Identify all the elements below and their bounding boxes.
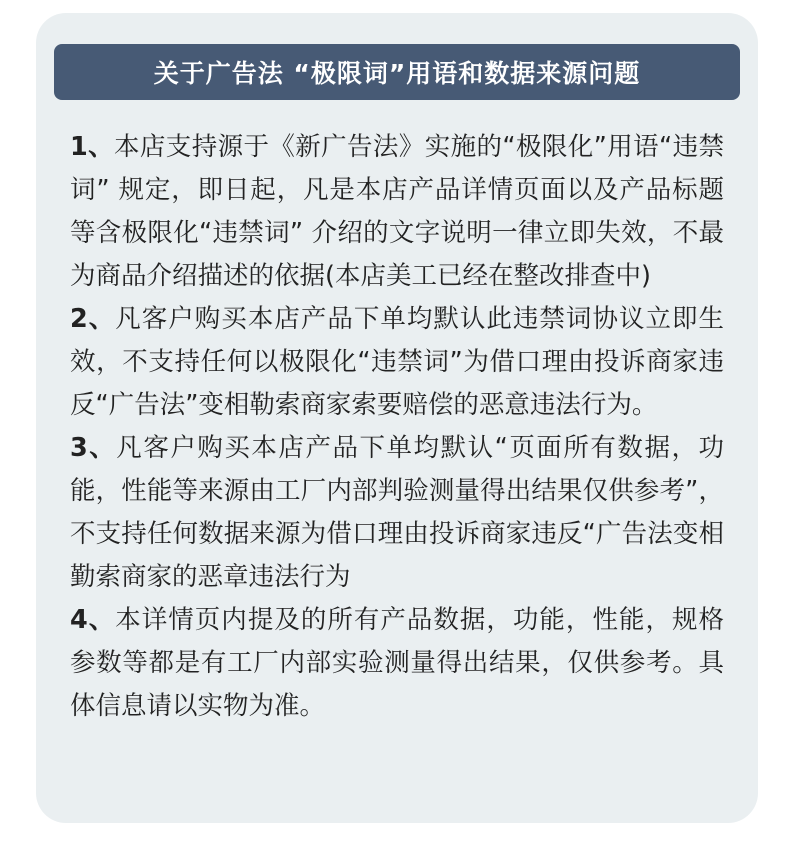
notice-title: 关于广告法 “极限词”用语和数据来源问题 — [153, 59, 641, 88]
notice-card — [36, 13, 758, 823]
paragraph-number: 4、 — [70, 605, 116, 635]
paragraph-text: 凡客户购买本店产品下单均默认此违禁词协议立即生效，不支持任何以极限化“违禁词”为借口理由投诉商家违反“广告法”变相勒索商家索要赔偿的恶意违法行为。 — [70, 304, 724, 420]
notice-header — [54, 44, 740, 100]
notice-body — [70, 126, 724, 728]
paragraph-number: 3、 — [70, 433, 117, 463]
paragraph-number: 1、 — [70, 132, 115, 162]
paragraph-number: 2、 — [70, 304, 116, 334]
notice-paragraph-3 — [70, 427, 724, 599]
notice-paragraph-4 — [70, 599, 724, 728]
paragraph-text: 本详情页内提及的所有产品数据，功能，性能，规格参数等都是有工厂内部实验测量得出结果，仅供参考。具体信息请以实物为准。 — [70, 605, 724, 721]
paragraph-text: 凡客户购买本店产品下单均默认“页面所有数据，功能，性能等来源由工厂内部判验测量得出结果仅供参考”，不支持任何数据来源为借口理由投诉商家违反“广告法变相勤索商家的恶章违法行为 — [70, 433, 724, 592]
notice-paragraph-1 — [70, 126, 724, 298]
notice-paragraph-2 — [70, 298, 724, 427]
paragraph-text: 本店支持源于《新广告法》实施的“极限化”用语“违禁词” 规定，即日起，凡是本店产品详情页面以及产品标题等含极限化“违禁词” 介绍的文字说明一律立即失效，不最为商品介绍描述的依据(本店美工已经在整改排查中) — [70, 132, 724, 291]
